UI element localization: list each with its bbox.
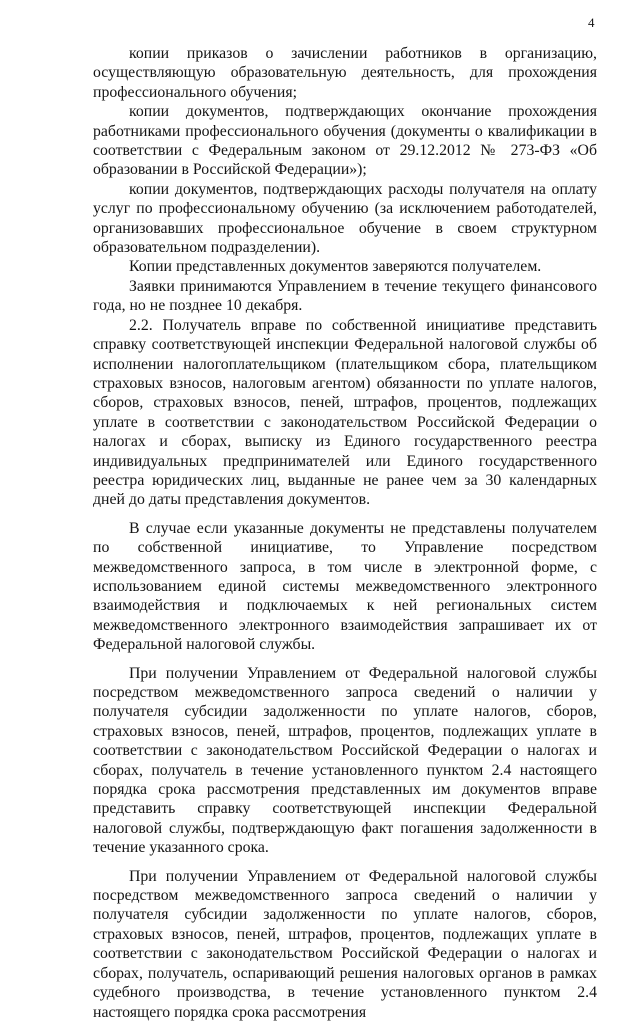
page-number: 4 xyxy=(588,15,595,30)
paragraph-application-deadline: Заявки принимаются Управлением в течение текущего финансового года, но не позднее 10 декабря. xyxy=(93,277,597,315)
paragraph-training-completion: копии документов, подтверждающих окончание прохождения работниками профессионального обучения (документы о квалификации в соответствии с Федеральным законом от 29.12.2012 № 273-ФЗ «Об образовании в Российской Федерации»); xyxy=(93,103,597,179)
paragraph-copies-certified: Копии представленных документов заверяются получателем. xyxy=(129,258,542,276)
paragraph-debt-repayment: При получении Управлением от Федеральной налоговой службы посредством межведомственного запроса сведений о наличии у получателя субсидии задолженности по уплате налогов, сборов, страховых взносов, пеней, штрафов, процентов, подлежащих уплате в соответствии с законодательством Российской Федерации о налогах и сборах, получатель в течение установленного пунктом 2.4 настоящего порядка срока рассмотрения представленных им документов вправе представить справку соответствующей инспекции Федеральной налоговой службы, подтверждающую факт погашения задолженности в течение указанного срока. xyxy=(93,664,597,857)
paragraph-expense-documents: копии документов, подтверждающих расходы получателя на оплату услуг по профессиональному обучению (за исключением работодателей, организовавших профессиональное обучение в своем структурном образовательном подразделении). xyxy=(93,180,597,257)
paragraph-section-2-2: 2.2. Получатель вправе по собственной инициативе представить справку соответствующей инспекции Федеральной налоговой службы об исполнении налогоплательщиком (плательщиком сбора, плательщиком страховых взносов, налоговым агентом) обязанности по уплате налогов, сборов, страховых взносов, пеней, штрафов, процентов, подлежащих уплате в соответствии с законодательством Российской Федерации о налогах и сборах, выписку из Единого государственного реестра индивидуальных предпринимателей или Единого государственного реестра юридических лиц, выданные не ранее чем за 30 календарных дней до даты представления документов. xyxy=(93,316,597,509)
paragraph-order-copies: копии приказов о зачислении работников в организацию, осуществляющую образовательную деятельность, для прохождения профессионального обучения; xyxy=(93,45,597,101)
paragraph-court-dispute: При получении Управлением от Федеральной налоговой службы посредством межведомственного запроса сведений о наличии у получателя субсидии задолженности по уплате налогов, сборов, страховых взносов, пеней, штрафов, процентов, подлежащих уплате в соответствии с законодательством Российской Федерации о налогах и сборах, получатель, оспаривающий решения налоговых органов в рамках судебного производства, в течение установленного пунктом 2.4 настоящего порядка срока рассмотрения xyxy=(93,867,597,1021)
paragraph-interagency-request: В случае если указанные документы не представлены получателем по собственной инициативе, то Управление посредством межведомственного запроса, в том числе в электронной форме, с использованием единой системы межведомственного электронного взаимодействия и подключаемых к ней региональных систем межведомственного электронного взаимодействия запрашивает их от Федеральной налоговой службы. xyxy=(93,519,597,654)
document-body xyxy=(93,44,597,1022)
